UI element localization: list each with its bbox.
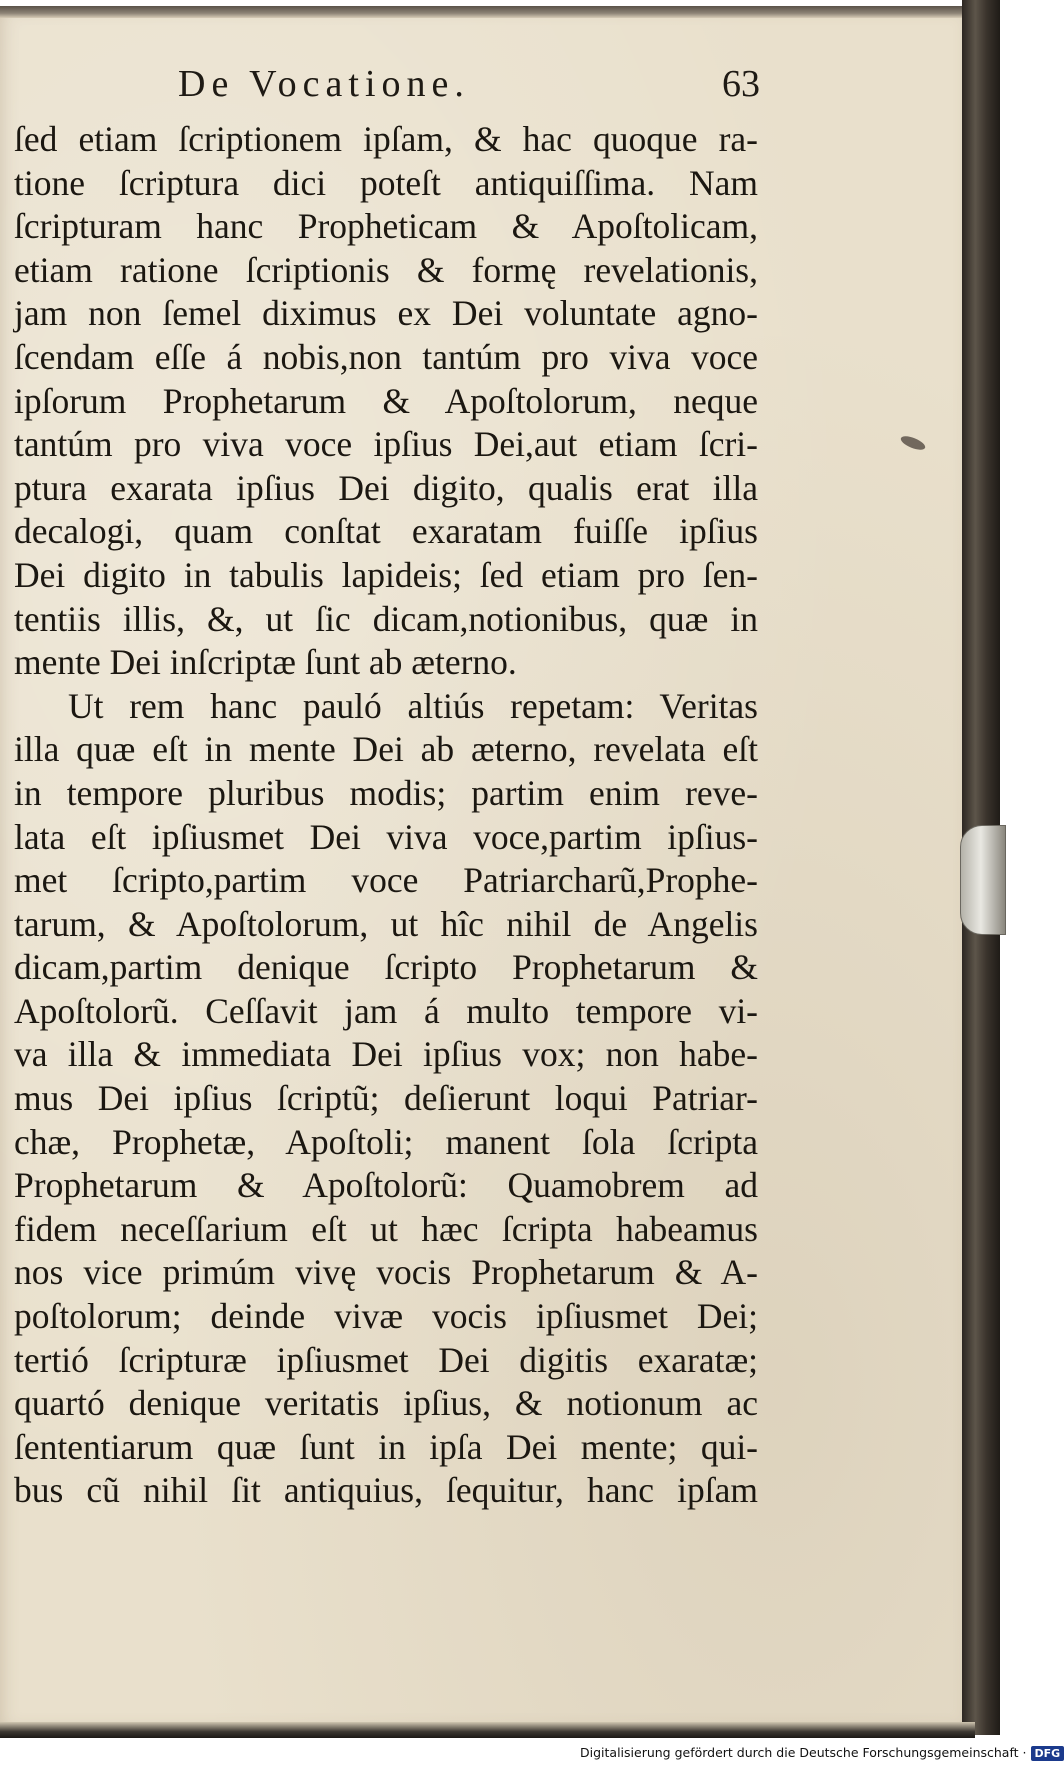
text-line: etiam ratione ſcriptionis & formę revelationis,: [14, 249, 758, 290]
running-title: De Vocatione.: [178, 63, 470, 105]
text-line: dicam,partim denique ſcripto Prophetarum &: [14, 947, 758, 988]
page-top-edge: [0, 6, 972, 18]
text-line: illa quæ eſt in mente Dei ab æterno, revelata eſt: [14, 729, 758, 770]
page-bottom-edge: [0, 1722, 975, 1738]
book-clasp: [960, 825, 1006, 935]
text-line: ſcripturam hanc Propheticam & Apoſtolicam,: [14, 206, 758, 247]
text-line: Dei digito in tabulis lapideis; ſed etiam pro ſen-: [14, 554, 758, 595]
text-line: va illa & immediata Dei ipſius vox; non habe-: [14, 1034, 758, 1075]
text-line: tentiis illis, &, ut ſic dicam,notionibus, quæ in: [14, 598, 758, 639]
text-line: poſtolorum; deinde vivæ vocis ipſiusmet Dei;: [14, 1296, 758, 1337]
page-number: 63: [722, 63, 760, 105]
text-line: Ut rem hanc pauló altiús repetam: Veritas: [68, 685, 758, 726]
text-line: tantúm pro viva voce ipſius Dei,aut etiam ſcri-: [14, 424, 758, 465]
ink-smudge: [899, 433, 927, 452]
text-line: mus Dei ipſius ſcriptũ; deſierunt loqui Patriar-: [14, 1078, 758, 1119]
text-line: Apoſtolorũ. Ceſſavit jam á multo tempore vi-: [14, 990, 758, 1031]
text-line: met ſcripto,partim voce Patriarcharũ,Prophe-: [14, 860, 758, 901]
digitization-credit: [580, 1745, 1061, 1765]
text-line: in tempore pluribus modis; partim enim reve-: [14, 772, 758, 813]
text-line: fidem neceſſarium eſt ut hæc ſcripta habeamus: [14, 1208, 758, 1249]
text-line: chæ, Prophetæ, Apoſtoli; manent ſola ſcripta: [14, 1121, 758, 1162]
text-line: tertió ſcripturæ ipſiusmet Dei digitis exaratæ;: [14, 1339, 758, 1380]
text-line: quartó denique veritatis ipſius, & notionum ac: [14, 1383, 758, 1424]
text-line: tione ſcriptura dici poteſt antiquiſſima. Nam: [14, 162, 758, 203]
book-page: [0, 6, 972, 1732]
text-line: tarum, & Apoſtolorum, ut hîc nihil de Angelis: [14, 903, 758, 944]
text-line: ſed etiam ſcriptionem ipſam, & hac quoque ra-: [14, 119, 758, 159]
text-line: mente Dei inſcriptæ ſunt ab æterno.: [14, 642, 517, 683]
text-line: lata eſt ipſiusmet Dei viva voce,partim ipſius-: [14, 816, 758, 857]
text-line: bus cũ nihil ſit antiquius, ſequitur, hanc ipſam: [14, 1470, 758, 1511]
text-line: jam non ſemel diximus ex Dei voluntate agno-: [14, 293, 758, 334]
text-line: nos vice primúm vivę vocis Prophetarum & A-: [14, 1252, 758, 1293]
body-text: [14, 118, 758, 1513]
text-line: decalogi, quam conſtat exaratam fuiſſe ipſius: [14, 511, 758, 552]
text-line: Prophetarum & Apoſtolorũ: Quamobrem ad: [14, 1165, 758, 1206]
text-line: ſcendam eſſe á nobis,non tantúm pro viva voce: [14, 336, 758, 377]
credit-text: Digitalisierung gefördert durch die Deutsche Forschungsgemeinschaft ·: [580, 1745, 1027, 1760]
dfg-logo-icon: DFG: [1031, 1746, 1064, 1761]
text-line: ptura exarata ipſius Dei digito, qualis erat illa: [14, 467, 758, 508]
text-line: ſententiarum quæ ſunt in ipſa Dei mente; qui-: [14, 1426, 758, 1467]
text-line: ipſorum Prophetarum & Apoſtolorum, neque: [14, 380, 758, 421]
